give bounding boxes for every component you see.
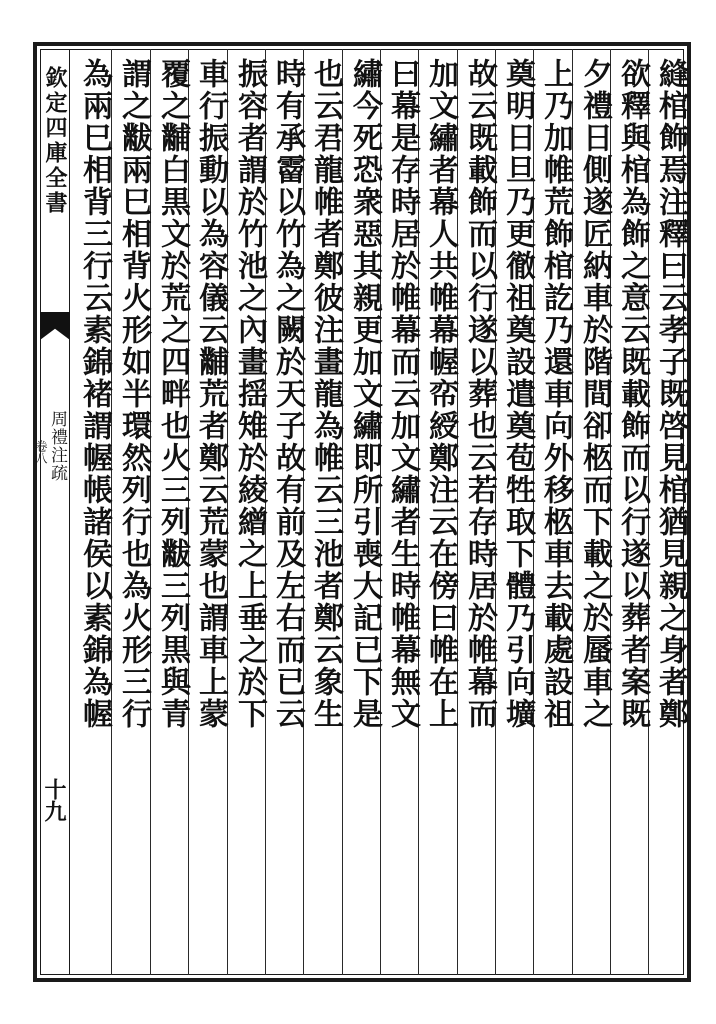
margin-page-number: 十九 <box>41 778 67 822</box>
text-column-8: 曰幕是存時居於帷幕而云加文繡者生時帷幕無文 <box>385 58 420 730</box>
text-column-12: 振容者謂於竹池之內畫揺雉於綾繒之上垂之於下 <box>232 58 267 730</box>
text-column-15: 謂之黻兩巳相背火形如半環然列行也為火形三行 <box>116 58 151 730</box>
text-column-6: 故云既載飾而以行遂以葬也云若存時居於帷幕而 <box>462 58 497 730</box>
text-column-5: 奠明日旦乃更徹祖奠設遣奠苞牲取下體乃引向壙 <box>500 58 535 730</box>
margin-volume: 卷八 <box>34 440 48 464</box>
text-column-3: 夕禮日側遂匠納車於階間卻柩而下載之於蜃車之 <box>577 58 612 730</box>
text-column-13: 車行振動以為容儀云黼荒者鄭云荒蒙也謂車上蒙 <box>193 58 228 730</box>
text-column-7: 加文繡者幕人共帷幕幄帟綬鄭注云在傍曰帷在上 <box>423 58 458 730</box>
text-column-9: 繡今死恐衆惡其親更加文繡即所引喪大記已下是 <box>347 58 382 730</box>
text-column-10: 也云君龍帷者鄭彼注畫龍為帷云三池者鄭云象生 <box>308 58 343 730</box>
margin-title: 欽定四庫全書 <box>42 66 68 216</box>
text-column-14: 覆之黼白黒文於荒之四畔也火三列黻三列黒與青 <box>155 58 190 730</box>
text-column-4: 上乃加帷荒飾棺訖乃還車向外移柩車去載處設祖 <box>538 58 573 730</box>
text-column-11: 時有承霤以竹為之闕於天子故有前及左右而已云 <box>270 58 305 730</box>
text-column-2: 欲釋與棺為飾之意云既載飾而以行遂以葬者案既 <box>615 58 650 730</box>
text-column-16: 為兩巳相背三行云素錦褚謂幄帳諸侯以素錦為幄 <box>77 58 112 730</box>
text-column-1: 縫棺飾焉注釋曰云孝子既啓見棺猶見親之身者鄭 <box>653 58 688 730</box>
margin-book-title: 周禮注疏 <box>47 410 67 482</box>
